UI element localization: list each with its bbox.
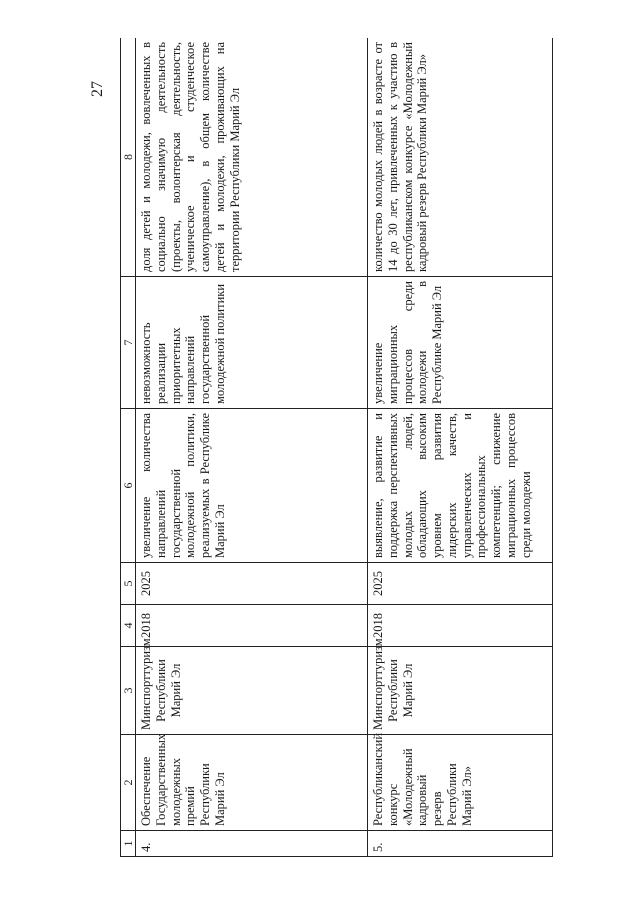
col-header-8: 8 — [121, 38, 136, 277]
start-year: 2018 — [136, 605, 368, 647]
row-number: 4. — [136, 831, 368, 857]
end-year: 2025 — [136, 563, 368, 605]
end-year: 2025 — [368, 563, 553, 605]
executor: Минспорттуризм Республики Марий Эл — [136, 647, 368, 735]
row-number: 5. — [368, 831, 553, 857]
col-header-3: 3 — [121, 647, 136, 735]
col-header-4: 4 — [121, 605, 136, 647]
linked-indicator: доля детей и молодежи, вовлеченных в социально значимую деятельность (проекты, волонтерская деятельность, ученическое и студенческое самоуправление), в общем количестве детей и молодежи, проживающих на территории Республики Марий Эл — [136, 38, 368, 277]
col-header-2: 2 — [121, 735, 136, 831]
event-name: Обеспечение Государственных молодежных премий Республики Марий Эл — [136, 735, 368, 831]
col-header-5: 5 — [121, 563, 136, 605]
non-implementation-consequence: невозможность реализации приоритетных направлений государственной молодежной политики — [136, 277, 368, 409]
event-name: Республиканский конкурс «Молодежный кадровый резерв Республики Марий Эл» — [368, 735, 553, 831]
rotated-table-container — [120, 38, 553, 857]
non-implementation-consequence: увеличение миграционных процессов среди молодежи в Республике Марий Эл — [368, 277, 553, 409]
col-header-7: 7 — [121, 277, 136, 409]
executor: Минспорттуризм Республики Марий Эл — [368, 647, 553, 735]
table-row — [136, 38, 368, 857]
expected-result: выявление, развитие и поддержка перспективных молодых людей, обладающих высоким уровнем развития лидерских качеств, управленческих и профессиональных компетенций; снижение миграционных процессов среди молодежи — [368, 409, 553, 563]
col-header-1: 1 — [121, 831, 136, 857]
start-year: 2018 — [368, 605, 553, 647]
page-number: 27 — [89, 81, 106, 97]
header-row — [121, 38, 136, 857]
expected-result: увеличение количества направлений государственной молодежной политики, реализуемых в Республике Марий Эл — [136, 409, 368, 563]
col-header-6: 6 — [121, 409, 136, 563]
linked-indicator: количество молодых людей в возрасте от 14 до 30 лет, привлеченных к участию в республиканском конкурсе «Молодежный кадровый резерв Республики Марий Эл» — [368, 38, 553, 277]
table-row — [368, 38, 553, 857]
program-table — [120, 38, 553, 857]
